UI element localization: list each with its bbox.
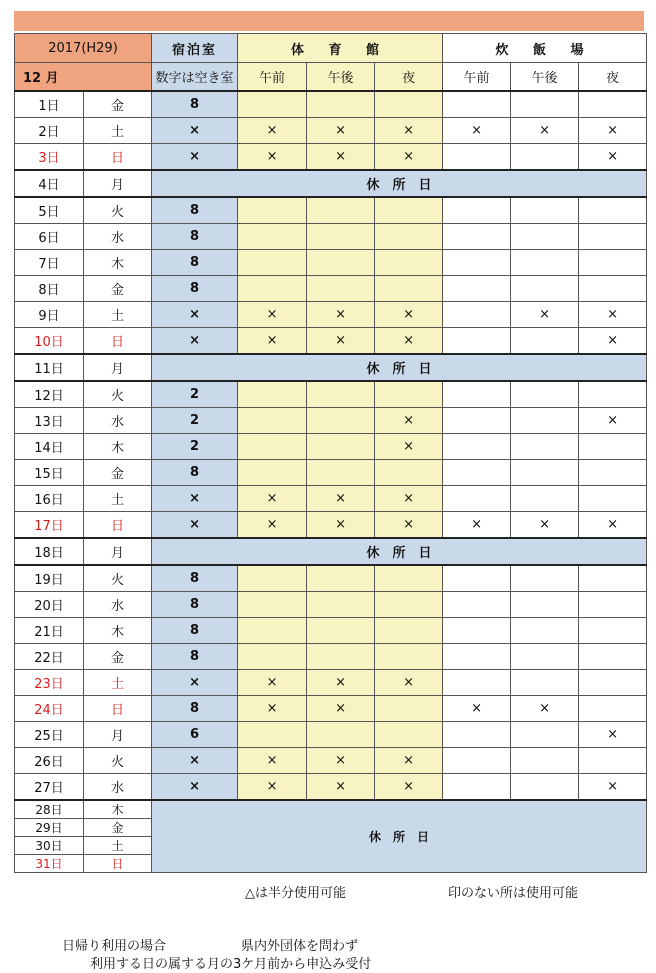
kitchen-cell [511,670,579,696]
weekday-cell: 水 [84,224,152,250]
kitchen-cell: × [511,696,579,722]
day-cell: 15日 [15,460,84,486]
kitchen-cell [579,618,647,644]
weekday-cell: 月 [84,354,152,381]
gym-cell: × [375,670,443,696]
gym-cell: × [307,328,375,355]
weekday-cell: 火 [84,197,152,224]
closed-day-banner: 休 所 日 [152,800,647,873]
gym-cell [238,644,307,670]
day-cell: 6日 [15,224,84,250]
kitchen-cell [511,381,579,408]
day-cell: 27日 [15,774,84,801]
table-row [15,722,647,748]
kitchen-cell [511,618,579,644]
kitchen-cell [511,565,579,592]
weekday-cell: 土 [84,670,152,696]
weekday-cell: 木 [84,800,152,819]
table-row [15,144,647,171]
weekday-cell: 日 [84,328,152,355]
availability-table [14,33,647,873]
day-cell: 23日 [15,670,84,696]
gym-cell: × [238,302,307,328]
weekday-cell: 月 [84,722,152,748]
kitchen-cell [579,197,647,224]
note-day-use: 日帰り利用の場合 [62,939,167,954]
rooms-cell: 6 [152,722,238,748]
kitchen-cell [511,91,579,118]
weekday-cell: 日 [84,696,152,722]
kitchen-cell [443,565,511,592]
day-cell: 31日 [15,855,84,873]
closed-day-banner: 休 所 日 [152,170,647,197]
gym-cell: × [375,512,443,539]
gym-cell [307,408,375,434]
gym-cell: × [375,302,443,328]
gym-cell: × [307,486,375,512]
rooms-cell: 8 [152,197,238,224]
kitchen-cell [579,224,647,250]
gym-cell [238,381,307,408]
gym-cell: × [238,696,307,722]
gym-cell: × [307,696,375,722]
kitchen-cell [579,381,647,408]
weekday-cell: 火 [84,748,152,774]
gym-slot-pm: 午後 [307,63,375,92]
kitchen-cell [511,592,579,618]
gym-cell [307,722,375,748]
gym-cell [375,276,443,302]
gym-cell [238,408,307,434]
day-cell: 8日 [15,276,84,302]
kitchen-cell: × [579,118,647,144]
rooms-cell: × [152,144,238,171]
gym-cell [307,276,375,302]
gym-cell: × [307,302,375,328]
kitchen-cell [579,748,647,774]
weekday-cell: 金 [84,644,152,670]
kitchen-cell [443,381,511,408]
kitchen-cell [511,250,579,276]
table-row [15,618,647,644]
kitchen-cell [579,434,647,460]
kitchen-cell [443,144,511,171]
gym-cell: × [375,408,443,434]
gym-cell: × [238,512,307,539]
weekday-cell: 水 [84,408,152,434]
kitchen-cell: × [511,302,579,328]
rooms-cell: 8 [152,91,238,118]
kitchen-cell [579,670,647,696]
weekday-cell: 土 [84,302,152,328]
table-row [15,538,647,565]
gym-cell [238,592,307,618]
table-row [15,486,647,512]
weekday-cell: 火 [84,565,152,592]
kitchen-cell: × [579,722,647,748]
weekday-cell: 水 [84,592,152,618]
rooms-cell: 2 [152,408,238,434]
top-color-band [14,11,644,31]
table-row [15,302,647,328]
closed-day-banner: 休 所 日 [152,538,647,565]
weekday-cell: 日 [84,144,152,171]
day-cell: 25日 [15,722,84,748]
weekday-cell: 月 [84,170,152,197]
weekday-cell: 水 [84,774,152,801]
gym-cell [307,565,375,592]
table-row [15,565,647,592]
rooms-cell: 8 [152,618,238,644]
kitchen-cell [579,276,647,302]
table-row [15,460,647,486]
gym-cell [238,197,307,224]
lodging-note: 数字は空き室 [152,63,238,92]
weekday-cell: 金 [84,91,152,118]
kitchen-cell [443,302,511,328]
table-row [15,91,647,118]
day-cell: 30日 [15,837,84,855]
weekday-cell: 土 [84,486,152,512]
rooms-cell: 8 [152,250,238,276]
gym-cell [375,460,443,486]
gym-cell [307,91,375,118]
kitchen-cell: × [511,118,579,144]
day-cell: 12日 [15,381,84,408]
gym-cell: × [375,328,443,355]
kitchen-cell [443,408,511,434]
weekday-cell: 金 [84,276,152,302]
kitchen-cell [511,722,579,748]
table-row [15,408,647,434]
kitchen-cell [579,250,647,276]
gym-cell [375,565,443,592]
kitchen-cell [579,91,647,118]
gym-cell [238,722,307,748]
kitchen-cell: × [579,302,647,328]
gym-cell: × [307,670,375,696]
table-row [15,748,647,774]
gym-cell: × [238,774,307,801]
kitchen-cell [443,644,511,670]
gym-cell [375,592,443,618]
weekday-cell: 土 [84,118,152,144]
table-row [15,224,647,250]
kitchen-cell: × [579,144,647,171]
gym-cell: × [238,118,307,144]
rooms-cell: × [152,670,238,696]
gym-cell: × [375,144,443,171]
day-cell: 26日 [15,748,84,774]
kitchen-cell [443,91,511,118]
gym-cell [238,276,307,302]
kitchen-cell [511,408,579,434]
gym-cell [238,91,307,118]
kitchen-cell [579,565,647,592]
rooms-cell: × [152,328,238,355]
kitchen-cell: × [579,408,647,434]
gym-cell: × [375,774,443,801]
table-row [15,118,647,144]
table-row [15,381,647,408]
kitchen-cell [511,224,579,250]
table-row [15,774,647,801]
kitchen-cell: × [443,512,511,539]
gym-cell: × [238,144,307,171]
table-row [15,592,647,618]
kitchen-cell [511,328,579,355]
rooms-cell: × [152,774,238,801]
kitchen-cell [443,224,511,250]
kitchen-cell: × [443,696,511,722]
kitchen-slot-am: 午前 [443,63,511,92]
note-groups: 県内外団体を問わず [241,939,359,954]
gym-cell [375,644,443,670]
month-label: 12 月 [15,63,152,92]
lodging-header: 宿泊室 [152,34,238,63]
legend-free: 印のない所は使用可能 [448,886,579,901]
day-cell: 2日 [15,118,84,144]
gym-cell [375,197,443,224]
day-cell: 9日 [15,302,84,328]
rooms-cell: 8 [152,460,238,486]
weekday-cell: 木 [84,250,152,276]
kitchen-cell: × [511,512,579,539]
kitchen-cell [443,250,511,276]
kitchen-cell [579,460,647,486]
gym-cell: × [307,512,375,539]
kitchen-cell [443,276,511,302]
table-row [15,170,647,197]
gym-cell: × [238,748,307,774]
day-cell: 17日 [15,512,84,539]
rooms-cell: 8 [152,592,238,618]
weekday-cell: 日 [84,512,152,539]
kitchen-cell [443,774,511,801]
gym-cell [307,224,375,250]
kitchen-cell [579,644,647,670]
kitchen-cell [443,670,511,696]
gym-cell [307,381,375,408]
gym-cell: × [375,748,443,774]
day-cell: 11日 [15,354,84,381]
day-cell: 28日 [15,800,84,819]
day-cell: 21日 [15,618,84,644]
table-row [15,197,647,224]
day-cell: 20日 [15,592,84,618]
gym-cell [375,696,443,722]
kitchen-cell [511,644,579,670]
gym-cell [375,722,443,748]
weekday-cell: 木 [84,618,152,644]
gym-slot-am: 午前 [238,63,307,92]
kitchen-cell [511,486,579,512]
gym-slot-night: 夜 [375,63,443,92]
gym-cell: × [307,118,375,144]
table-row [15,512,647,539]
kitchen-cell [443,618,511,644]
day-cell: 16日 [15,486,84,512]
day-cell: 22日 [15,644,84,670]
table-row [15,800,647,819]
rooms-cell: × [152,302,238,328]
weekday-cell: 火 [84,381,152,408]
day-cell: 7日 [15,250,84,276]
gym-cell [238,224,307,250]
gym-cell [307,618,375,644]
gym-cell [375,618,443,644]
day-cell: 29日 [15,819,84,837]
day-cell: 13日 [15,408,84,434]
kitchen-cell [443,197,511,224]
kitchen-cell [443,748,511,774]
gym-cell [307,592,375,618]
rooms-cell: × [152,512,238,539]
note-application: 利用する日の属する月の3ケ月前から申込み受付 [90,957,372,972]
weekday-cell: 木 [84,434,152,460]
kitchen-cell [511,144,579,171]
kitchen-cell [511,197,579,224]
rooms-cell: 2 [152,434,238,460]
kitchen-cell [511,460,579,486]
table-row [15,250,647,276]
kitchen-cell [443,434,511,460]
kitchen-cell: × [579,328,647,355]
kitchen-cell [579,486,647,512]
day-cell: 10日 [15,328,84,355]
kitchen-cell [443,592,511,618]
table-row [15,696,647,722]
gym-cell [375,224,443,250]
gym-cell: × [375,486,443,512]
day-cell: 3日 [15,144,84,171]
gym-cell [307,250,375,276]
weekday-cell: 土 [84,837,152,855]
day-cell: 1日 [15,91,84,118]
kitchen-cell [511,748,579,774]
day-cell: 24日 [15,696,84,722]
kitchen-cell [511,434,579,460]
kitchen-cell [443,486,511,512]
kitchen-cell [579,696,647,722]
table-row [15,434,647,460]
kitchen-cell [443,722,511,748]
gym-cell: × [307,144,375,171]
weekday-cell: 月 [84,538,152,565]
gym-cell [238,565,307,592]
rooms-cell: × [152,748,238,774]
gym-cell [238,460,307,486]
kitchen-cell [511,774,579,801]
kitchen-cell: × [579,774,647,801]
rooms-cell: 8 [152,644,238,670]
day-cell: 14日 [15,434,84,460]
gym-cell [375,91,443,118]
day-cell: 5日 [15,197,84,224]
rooms-cell: 8 [152,565,238,592]
closed-day-banner: 休 所 日 [152,354,647,381]
gym-cell: × [307,774,375,801]
table-row [15,276,647,302]
kitchen-cell: × [579,512,647,539]
kitchen-cell [579,592,647,618]
day-cell: 19日 [15,565,84,592]
table-row [15,354,647,381]
gym-cell [307,644,375,670]
gym-cell: × [307,748,375,774]
gym-header: 体 育 館 [238,34,443,63]
rooms-cell: 8 [152,224,238,250]
gym-cell [307,460,375,486]
weekday-cell: 金 [84,819,152,837]
kitchen-cell [443,460,511,486]
gym-cell: × [238,486,307,512]
gym-cell [238,618,307,644]
rooms-cell: 8 [152,696,238,722]
kitchen-slot-night: 夜 [579,63,647,92]
weekday-cell: 日 [84,855,152,873]
rooms-cell: × [152,486,238,512]
gym-cell [238,434,307,460]
kitchen-cell [511,276,579,302]
kitchen-header: 炊 飯 場 [443,34,647,63]
kitchen-slot-pm: 午後 [511,63,579,92]
kitchen-cell: × [443,118,511,144]
gym-cell [375,250,443,276]
rooms-cell: 2 [152,381,238,408]
rooms-cell: 8 [152,276,238,302]
gym-cell [238,250,307,276]
gym-cell [307,434,375,460]
gym-cell [307,197,375,224]
table-row [15,644,647,670]
gym-cell: × [375,434,443,460]
kitchen-cell [443,328,511,355]
year-label: 2017(H29) [15,34,152,63]
rooms-cell: × [152,118,238,144]
gym-cell: × [238,670,307,696]
gym-cell [375,381,443,408]
table-row [15,328,647,355]
gym-cell: × [238,328,307,355]
gym-cell: × [375,118,443,144]
weekday-cell: 金 [84,460,152,486]
legend-half: △は半分使用可能 [245,886,346,901]
table-row [15,670,647,696]
day-cell: 4日 [15,170,84,197]
day-cell: 18日 [15,538,84,565]
